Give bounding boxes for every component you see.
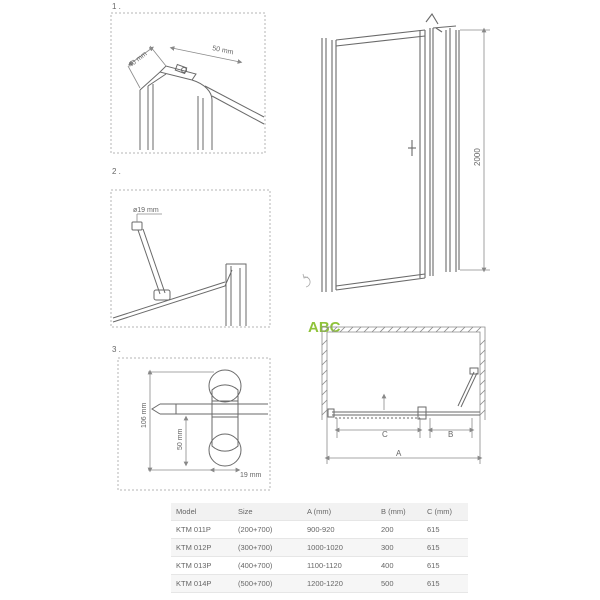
detail-2 — [111, 167, 270, 327]
col-header-c: C (mm) — [422, 503, 468, 521]
plan-glass-drawing — [328, 368, 480, 419]
step-label-3: 3 . — [112, 345, 121, 354]
cell-size: (300+700) — [233, 539, 302, 557]
table-row — [171, 575, 468, 593]
col-header-size: Size — [233, 503, 302, 521]
col-header-model: Model — [171, 503, 233, 521]
cell-model: KTM 013P — [171, 557, 233, 575]
table-row — [171, 539, 468, 557]
dim-19mm-diameter: ø19 mm — [133, 207, 159, 214]
cell-size: (400+700) — [233, 557, 302, 575]
wall-profile-drawing — [140, 64, 264, 150]
clamp-section-drawing — [152, 370, 268, 466]
stabilizer-bar-drawing — [113, 222, 246, 326]
plan-view — [322, 327, 485, 464]
col-header-a: A (mm) — [302, 503, 376, 521]
cell-c: 615 — [422, 575, 468, 593]
cell-a: 900-920 — [302, 521, 376, 539]
detail-3 — [112, 345, 270, 490]
dim-19mm-width: 19 mm — [240, 472, 262, 479]
cell-b: 500 — [376, 575, 422, 593]
col-header-b: B (mm) — [376, 503, 422, 521]
cell-model: KTM 011P — [171, 521, 233, 539]
cell-c: 615 — [422, 521, 468, 539]
door-frame-drawing — [322, 14, 459, 292]
cell-model: KTM 014P — [171, 575, 233, 593]
plan-label-b: B — [448, 430, 454, 439]
step-label-1: 1 . — [112, 2, 121, 11]
plan-label-a: A — [396, 449, 402, 458]
detail-1 — [111, 2, 265, 153]
watermark-logo: ABC — [308, 319, 341, 336]
table-header-row — [171, 503, 468, 521]
elevation-view — [303, 14, 490, 292]
cell-b: 300 — [376, 539, 422, 557]
rotate-symbol — [303, 274, 310, 287]
cell-a: 1100-1120 — [302, 557, 376, 575]
dim-40mm: 40 mm — [127, 50, 149, 70]
cell-b: 200 — [376, 521, 422, 539]
cell-model: KTM 012P — [171, 539, 233, 557]
cell-c: 615 — [422, 539, 468, 557]
cell-a: 1000-1020 — [302, 539, 376, 557]
step-label-2: 2 . — [112, 167, 121, 176]
detail-1-frame — [111, 13, 265, 153]
table-row — [171, 557, 468, 575]
dim-106mm: 106 mm — [141, 402, 148, 428]
cell-size: (200+700) — [233, 521, 302, 539]
wall-hatching — [322, 327, 485, 420]
dim-2000: 2000 — [473, 148, 482, 166]
cell-b: 400 — [376, 557, 422, 575]
cell-a: 1200-1220 — [302, 575, 376, 593]
spec-table — [171, 503, 468, 593]
table-row — [171, 521, 468, 539]
dim-50mm: 50 mm — [211, 45, 234, 57]
cell-size: (500+700) — [233, 575, 302, 593]
plan-label-c: C — [382, 430, 388, 439]
dim-50mm-inner: 50 mm — [177, 428, 184, 450]
cell-c: 615 — [422, 557, 468, 575]
